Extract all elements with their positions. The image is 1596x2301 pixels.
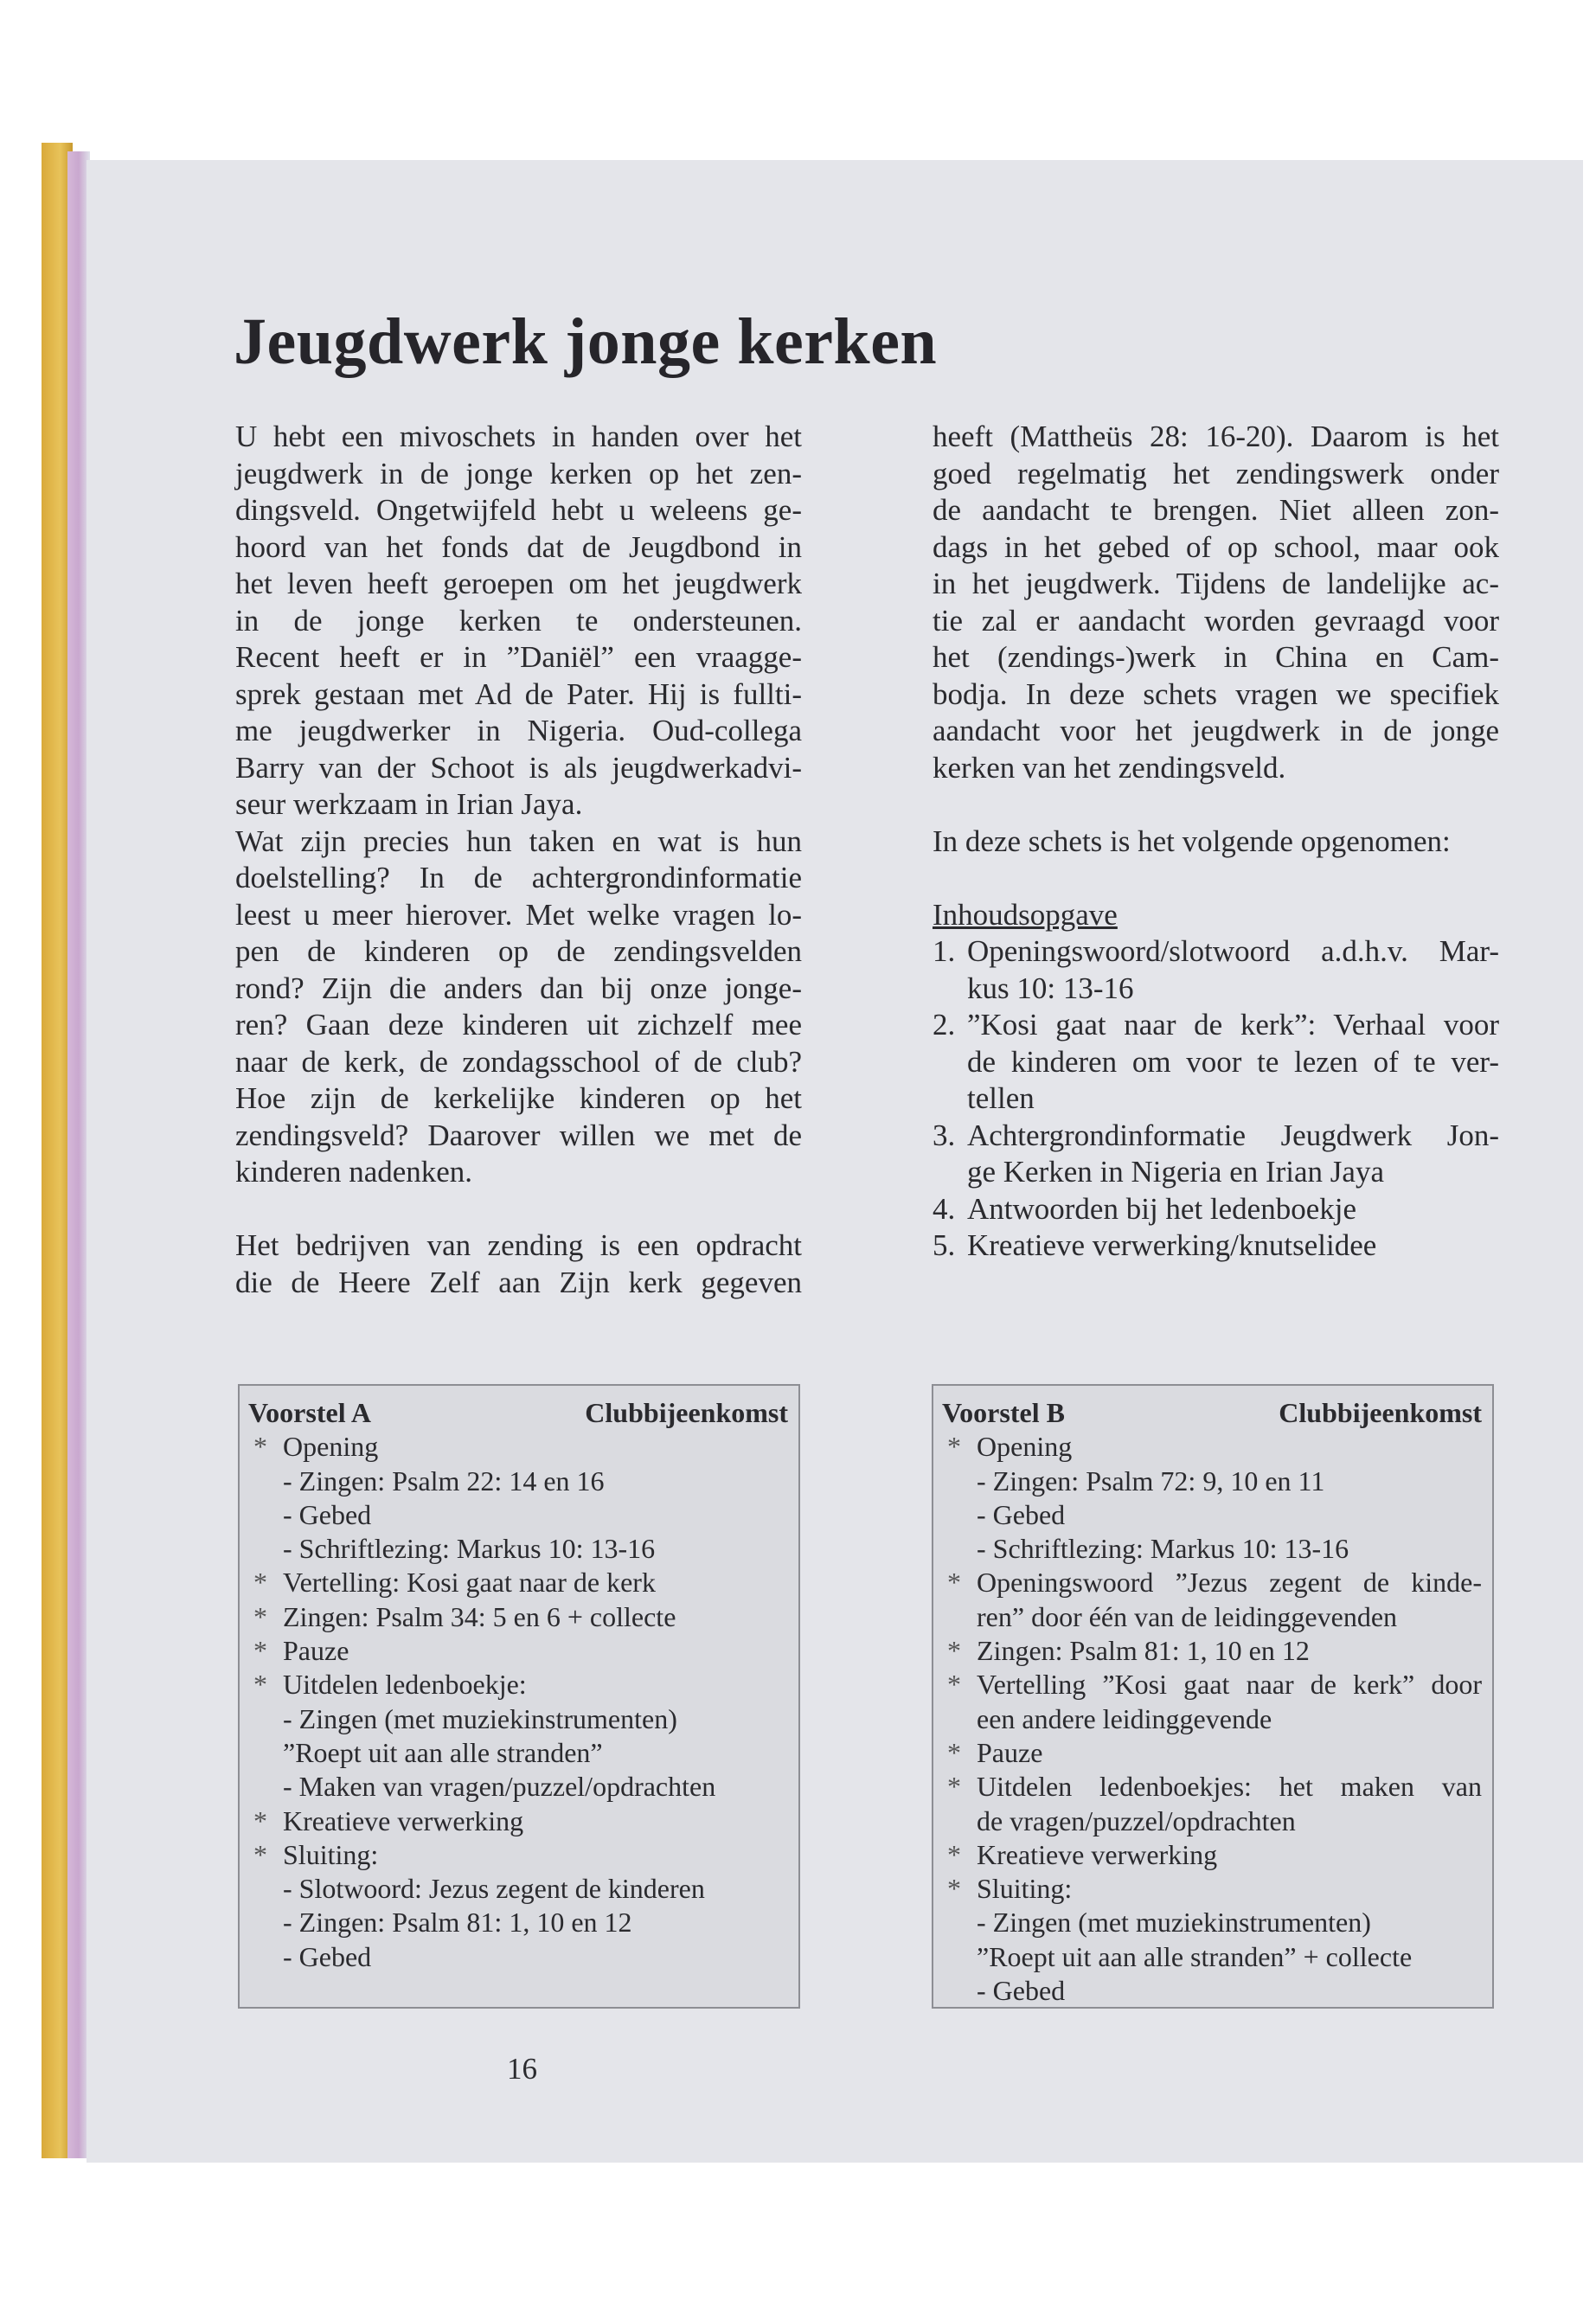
bullet-asterisk-icon: * — [253, 1804, 267, 1836]
proposal-a-type: Clubbijeenkomst — [585, 1397, 788, 1428]
body-text-line: pen de kinderen op de zendingsvelden — [235, 934, 802, 968]
program-line: de vragen/puzzel/opdrachten — [977, 1804, 1296, 1836]
program-line: Opening — [977, 1431, 1073, 1463]
program-item — [248, 1600, 788, 1634]
bullet-asterisk-icon: * — [947, 1736, 961, 1768]
program-item-text — [283, 1804, 788, 1838]
program-line: Pauze — [977, 1736, 1043, 1768]
proposal-a-header — [248, 1396, 788, 1430]
bullet-asterisk-icon: * — [947, 1669, 961, 1701]
program-line: Uitdelen ledenboekje: — [283, 1669, 527, 1701]
program-line: - Gebed — [977, 1975, 1066, 2007]
program-line: Kreatieve verwerking — [283, 1804, 524, 1836]
toc-text-line: tellen — [967, 1081, 1035, 1115]
program-line: Sluiting: — [283, 1838, 379, 1870]
program-item-text — [283, 1668, 788, 1804]
program-item-text — [977, 1668, 1482, 1736]
body-text-line: Barry van der Schoot is als jeugdwerkadvi- — [235, 750, 802, 785]
page-number: 16 — [507, 2052, 537, 2086]
program-line: Opening — [283, 1431, 379, 1463]
bullet-asterisk-icon: * — [947, 1431, 961, 1463]
body-text-line: het leven heeft geroepen om het jeugdwerk — [235, 567, 802, 600]
toc-text-line: kus 10: 13-16 — [967, 971, 1134, 1005]
program-line: - Gebed — [283, 1940, 372, 1972]
toc-heading: Inhoudsopgave — [933, 897, 1118, 932]
program-line: - Schriftlezing: Markus 10: 13-16 — [283, 1533, 656, 1565]
body-text-line: goed regelmatig het zendingswerk onder — [933, 456, 1499, 490]
program-item — [248, 1566, 788, 1599]
toc-item — [933, 1227, 1499, 1265]
paragraph-gap — [933, 860, 1499, 897]
program-item — [248, 1634, 788, 1668]
program-line: Vertelling: Kosi gaat naar de kerk — [283, 1567, 656, 1599]
body-text-line: bodja. In deze schets vragen we specifiek — [933, 676, 1499, 711]
bullet-asterisk-icon: * — [947, 1838, 961, 1870]
program-line: een andere leidinggevende — [977, 1702, 1272, 1734]
toc-text-line: de kinderen om voor te lezen of te ver- — [967, 1044, 1499, 1079]
body-text-line: dingsveld. Ongetwijfeld hebt u weleens ge- — [235, 493, 802, 527]
program-line: - Gebed — [977, 1498, 1066, 1530]
program-item-text — [977, 1838, 1482, 1872]
proposal-b-box — [932, 1384, 1494, 2009]
program-item — [248, 1804, 788, 1838]
program-line: Vertelling ”Kosi gaat naar de kerk” door — [977, 1669, 1482, 1701]
program-line: - Maken van vragen/puzzel/opdrachten — [283, 1771, 716, 1803]
body-text-line: doelstelling? In de achtergrondinformatie — [235, 861, 802, 894]
body-text-line: tie zal er aandacht worden gevraagd voor — [933, 603, 1499, 638]
toc-text-line: Kreatieve verwerking/knutselidee — [967, 1228, 1377, 1262]
body-text-line: In deze schets is het volgende opgenomen: — [933, 824, 1451, 858]
program-item — [942, 1668, 1482, 1736]
page-title: Jeugdwerk jonge kerken — [234, 305, 938, 378]
program-item-text — [977, 1566, 1482, 1634]
program-item-text — [283, 1566, 788, 1599]
toc-text-line: Antwoorden bij het ledenboekje — [967, 1191, 1357, 1226]
program-item — [942, 1566, 1482, 1634]
toc-item — [933, 933, 1499, 1007]
program-item-text — [283, 1430, 788, 1566]
program-item — [942, 1770, 1482, 1838]
program-line: Pauze — [283, 1635, 349, 1667]
bullet-asterisk-icon: * — [253, 1838, 267, 1870]
proposal-b-type: Clubbijeenkomst — [1279, 1397, 1482, 1428]
body-text-line: hoord van het fonds dat de Jeugdbond in — [235, 529, 802, 564]
body-text-line: leest u meer hierover. Met welke vragen lo- — [235, 897, 802, 932]
body-text-line: kerken van het zendingsveld. — [933, 750, 1286, 785]
bullet-asterisk-icon: * — [947, 1635, 961, 1667]
toc-number: 4. — [933, 1191, 956, 1226]
bullet-asterisk-icon: * — [253, 1635, 267, 1667]
program-item-text — [977, 1770, 1482, 1838]
body-text-line: in de jonge kerken te ondersteunen. — [235, 603, 802, 638]
program-line: Sluiting: — [977, 1873, 1073, 1905]
program-line: Uitdelen ledenboekjes: het maken van — [977, 1771, 1482, 1803]
program-line: Kreatieve verwerking — [977, 1838, 1218, 1870]
proposal-b-label: Voorstel B — [942, 1397, 1065, 1428]
paragraph-gap — [235, 1191, 802, 1228]
body-text-line: heeft (Mattheüs 28: 16-20). Daarom is het — [933, 420, 1499, 453]
program-item-text — [283, 1838, 788, 1974]
body-text-line: me jeugdwerker in Nigeria. Oud-collega — [235, 714, 802, 747]
body-text-line: aandacht voor het jeugdwerk in de jonge — [933, 714, 1499, 747]
program-item — [248, 1668, 788, 1804]
program-item-text — [977, 1736, 1482, 1770]
program-line: - Schriftlezing: Markus 10: 13-16 — [977, 1533, 1349, 1565]
program-line: - Zingen: Psalm 81: 1, 10 en 12 — [283, 1907, 632, 1939]
program-line: - Gebed — [283, 1498, 372, 1530]
toc-text — [967, 933, 1499, 1007]
body-text-line: dags in het gebed of op school, maar ook — [933, 529, 1499, 564]
body-text-line: U hebt een mivoschets in handen over het — [235, 420, 802, 453]
program-line: - Zingen: Psalm 72: 9, 10 en 11 — [977, 1465, 1325, 1497]
proposal-a-box — [238, 1384, 800, 2009]
program-item — [942, 1634, 1482, 1668]
program-item-text — [977, 1634, 1482, 1668]
bullet-asterisk-icon: * — [253, 1567, 267, 1599]
body-text-line: in het jeugdwerk. Tijdens de landelijke ac- — [933, 567, 1499, 600]
paragraph-gap — [933, 786, 1499, 824]
program-line: - Zingen (met muziekinstrumenten) — [977, 1907, 1371, 1939]
toc-text — [967, 1227, 1499, 1265]
body-text-line: Wat zijn precies hun taken en wat is hun — [235, 824, 802, 858]
program-line: ren” door één van de leidinggevenden — [977, 1600, 1398, 1632]
toc-number: 1. — [933, 934, 956, 968]
body-text-line: jeugdwerk in de jonge kerken op het zen- — [235, 456, 802, 490]
bullet-asterisk-icon: * — [947, 1873, 961, 1905]
body-text-line: de aandacht te brengen. Niet alleen zon- — [933, 493, 1499, 527]
toc-text — [967, 1118, 1499, 1191]
program-line: ”Roept uit aan alle stranden” — [283, 1736, 603, 1768]
toc-text-line: ge Kerken in Nigeria en Irian Jaya — [967, 1155, 1385, 1189]
program-item — [248, 1430, 788, 1566]
program-line: Zingen: Psalm 81: 1, 10 en 12 — [977, 1635, 1310, 1667]
body-text-line: kinderen nadenken. — [235, 1155, 473, 1189]
toc-number: 3. — [933, 1118, 956, 1152]
body-text-line: zendingsveld? Daarover willen we met de — [235, 1118, 802, 1152]
toc-text-line: ”Kosi gaat naar de kerk”: Verhaal voor — [967, 1008, 1499, 1042]
toc-text — [967, 1007, 1499, 1118]
body-text-line: seur werkzaam in Irian Jaya. — [235, 787, 583, 821]
toc-number: 5. — [933, 1228, 956, 1262]
body-text-line: het (zendings-)werk in China en Cam- — [933, 640, 1499, 674]
proposal-b-header — [942, 1396, 1482, 1430]
body-text-line: die de Heere Zelf aan Zijn kerk gegeven — [235, 1265, 802, 1299]
right-column — [933, 419, 1499, 1265]
program-line: - Zingen (met muziekinstrumenten) — [283, 1702, 677, 1734]
body-text-line: ren? Gaan deze kinderen uit zichzelf mee — [235, 1008, 802, 1042]
body-text-line: Hoe zijn de kerkelijke kinderen op het — [235, 1081, 802, 1115]
program-line: - Slotwoord: Jezus zegent de kinderen — [283, 1873, 705, 1905]
bullet-asterisk-icon: * — [253, 1669, 267, 1701]
program-line: Zingen: Psalm 34: 5 en 6 + collecte — [283, 1600, 676, 1632]
body-text-line: naar de kerk, de zondagsschool of de club? — [235, 1044, 802, 1079]
program-item-text — [977, 1430, 1482, 1566]
program-line: ”Roept uit aan alle stranden” + collecte — [977, 1940, 1413, 1972]
toc-text — [967, 1191, 1499, 1228]
bullet-asterisk-icon: * — [253, 1431, 267, 1463]
toc-number: 2. — [933, 1008, 956, 1042]
bullet-asterisk-icon: * — [947, 1771, 961, 1803]
program-line: Openingswoord ”Jezus zegent de kinde- — [977, 1567, 1482, 1599]
toc-item — [933, 1118, 1499, 1191]
toc-item — [933, 1191, 1499, 1228]
program-item — [942, 1872, 1482, 2008]
bullet-asterisk-icon: * — [253, 1600, 267, 1632]
bullet-asterisk-icon: * — [947, 1567, 961, 1599]
program-item-text — [977, 1872, 1482, 2008]
program-item — [942, 1838, 1482, 1872]
body-text-line: Het bedrijven van zending is een opdracht — [235, 1228, 802, 1262]
program-item — [942, 1430, 1482, 1566]
proposal-a-label: Voorstel A — [248, 1397, 371, 1428]
program-item — [248, 1838, 788, 1974]
program-item — [942, 1736, 1482, 1770]
body-text-line: Recent heeft er in ”Daniël” een vraagge- — [235, 640, 802, 674]
toc-text-line: Achtergrondinformatie Jeugdwerk Jon- — [967, 1118, 1499, 1152]
left-column — [235, 419, 802, 1301]
program-line: - Zingen: Psalm 22: 14 en 16 — [283, 1465, 605, 1497]
body-text-line: sprek gestaan met Ad de Pater. Hij is fullti- — [235, 676, 802, 711]
body-text-line: rond? Zijn die anders dan bij onze jonge- — [235, 971, 802, 1005]
toc-item — [933, 1007, 1499, 1118]
toc-text-line: Openingswoord/slotwoord a.d.h.v. Mar- — [967, 934, 1499, 968]
program-item-text — [283, 1600, 788, 1634]
program-item-text — [283, 1634, 788, 1668]
